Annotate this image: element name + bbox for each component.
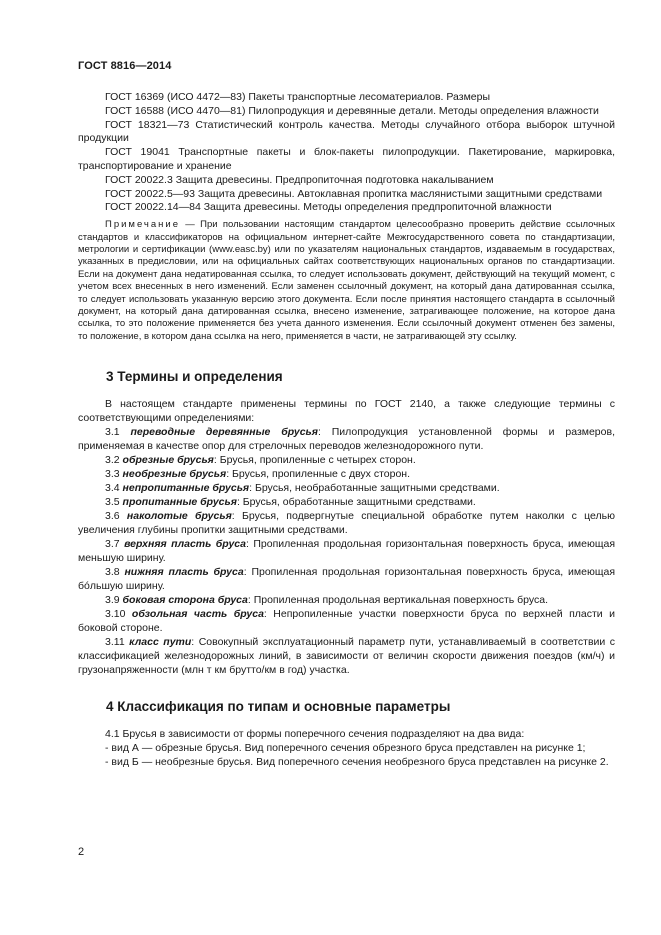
term-name: пропитанные брусья (122, 496, 237, 509)
note-label: Примечание (105, 219, 180, 231)
term-definition-text: : Брусья, подвергнутые специальной обработке путем наколки с целью увеличения глубины пропитки защитными средствами. (78, 510, 616, 537)
reference-item: ГОСТ 20022.5—93 Защита древесины. Автоклавная пропитка маслянистыми защитными средствами (105, 187, 603, 200)
term-definition-text: : Пропиленная продольная горизонтальная поверхность бруса, имеющая меньшую ширину. (78, 538, 616, 565)
term-number: 3.4 (105, 482, 120, 495)
term-number: 3.5 (105, 496, 120, 509)
term-name: нижняя пласть бруса (124, 566, 244, 579)
term-definition (78, 509, 615, 537)
term-definition-text: : Пропиленная продольная вертикальная поверхность бруса. (247, 594, 549, 607)
term-name: непропитанные брусья (122, 482, 250, 495)
section-4-paragraph: - вид Б — необрезные брусья. Вид поперечного сечения необрезного бруса представлен на рисунке 2. (105, 756, 609, 769)
reference-item: ГОСТ 16369 (ИСО 4472—83) Пакеты транспортные лесоматериалов. Размеры (105, 91, 491, 103)
term-definition (78, 481, 615, 495)
note-text: При пользовании настоящим стандартом целесообразно проверить действие ссылочных стандартов и классификаторов на официальном интернет-сайте Межгосударственного совета по стандартизации, метрологии и сертификации (www.easc.by) или по указателям национальных стандартов, издаваемым в государствах, указанных в предисловии, или на официальных сайтах соответствующих национальных органов по стандартизации. Если на документ дана недатированная ссылка, то следует использовать документ, действующий на текущий момент, с учетом всех внесенных в него изменений. Если заменен ссылочный документ, на который дана датированная ссылка, то следует использовать указанную версию этого документа. Если после принятия настоящего стандарта в ссылочный документ, на который дана датированная ссылка, внесено изменение, затрагивающее положение, на которое дана ссылка, то это положение применяется без учета данного изменения. Если ссылочный документ отменен без замены, то положение, в котором дана ссылка на него, применяется в части, не затрагивающей эту ссылку. (78, 219, 615, 342)
document-code-header: ГОСТ 8816—2014 (78, 60, 172, 72)
note-dash: — (180, 219, 201, 231)
reference-item: ГОСТ 20022.3 Защита древесины. Предпропиточная подготовка накалыванием (105, 173, 494, 186)
section-4-paragraph: 4.1 Брусья в зависимости от формы поперечного сечения подразделяют на два вида: (105, 728, 525, 741)
term-definition-text: : Пропиленная продольная горизонтальная поверхность бруса, имеющая бóльшую ширину. (78, 566, 616, 593)
term-name: обрезные брусья (122, 454, 214, 467)
term-number: 3.6 (105, 510, 120, 523)
term-definition (78, 593, 615, 607)
term-number: 3.8 (105, 566, 120, 579)
term-number: 3.2 (105, 454, 120, 467)
term-name: необрезные брусья (122, 468, 227, 481)
term-definition-text: : Брусья, пропиленные с двух сторон. (226, 468, 411, 481)
term-name: класс пути (129, 636, 192, 649)
reference-item: ГОСТ 19041 Транспортные пакеты и блок-пакеты пилопродукции. Пакетирование, маркировка, транспортирование и хранение (78, 146, 615, 172)
term-definition-text: : Пилопродукция установленной формы и размеров, применяемая в качестве опор для стрелочных переводов железнодорожного пути. (78, 426, 615, 453)
term-number: 3.11 (105, 636, 125, 649)
term-name: боковая сторона бруса (122, 594, 248, 607)
term-number: 3.10 (105, 608, 126, 621)
term-number: 3.1 (105, 426, 120, 439)
term-number: 3.7 (105, 538, 120, 551)
term-definition (78, 635, 615, 677)
term-definition-text: : Совокупный эксплуатационный параметр пути, устанавливаемый в соответствии с классификацией железнодорожных линий, в зависимости от величин скорости движения поездов (км/ч) и грузонапряженности (млн т км брутто/км в год) участка. (78, 636, 616, 677)
reference-item: ГОСТ 18321—73 Статистический контроль качества. Методы случайного отбора выборок штучной продукции (78, 118, 615, 145)
normative-references-list (78, 91, 615, 215)
term-definition (78, 495, 615, 509)
term-number: 3.3 (105, 468, 120, 481)
reference-item: ГОСТ 16588 (ИСО 4470—81) Пилопродукция и деревянные детали. Методы определения влажности (105, 104, 599, 117)
reference-item: ГОСТ 20022.14—84 Защита древесины. Методы определения предпропиточной влажности (105, 201, 552, 214)
term-definition (78, 453, 615, 467)
term-definition (78, 607, 615, 635)
term-definition-text: : Брусья, обработанные защитными средствами. (236, 496, 476, 509)
term-number: 3.9 (105, 594, 120, 607)
section-3-title: 3 Термины и определения (106, 369, 283, 385)
section-4-body (78, 727, 615, 769)
section-4-paragraph: - вид А — обрезные брусья. Вид поперечного сечения обрезного бруса представлен на рисунке 1; (105, 742, 586, 755)
term-definition-text: : Брусья, необработанные защитными средствами. (249, 482, 500, 495)
note-paragraph (78, 219, 615, 343)
term-definition (78, 537, 615, 565)
page-number: 2 (78, 846, 85, 858)
term-name: верхняя пласть бруса (124, 538, 246, 551)
term-definition (78, 467, 615, 481)
section-4-title: 4 Классификация по типам и основные параметры (106, 699, 451, 715)
term-name: наколотые брусья (126, 510, 232, 523)
term-definition-text: : Брусья, пропиленные с четырех сторон. (213, 454, 416, 467)
term-name: обзольная часть бруса (131, 608, 264, 621)
section-3-body (78, 397, 615, 677)
term-name: переводные деревянные брусья (130, 426, 318, 439)
page-content (78, 91, 615, 769)
section-3-intro: В настоящем стандарте применены термины по ГОСТ 2140, а также следующие термины с соответствующими определениями: (78, 398, 615, 425)
term-definition-text: : Непропиленные участки поверхности бруса по верхней пласти и боковой стороне. (78, 608, 615, 635)
term-definition (78, 565, 615, 593)
term-definition (78, 425, 615, 453)
